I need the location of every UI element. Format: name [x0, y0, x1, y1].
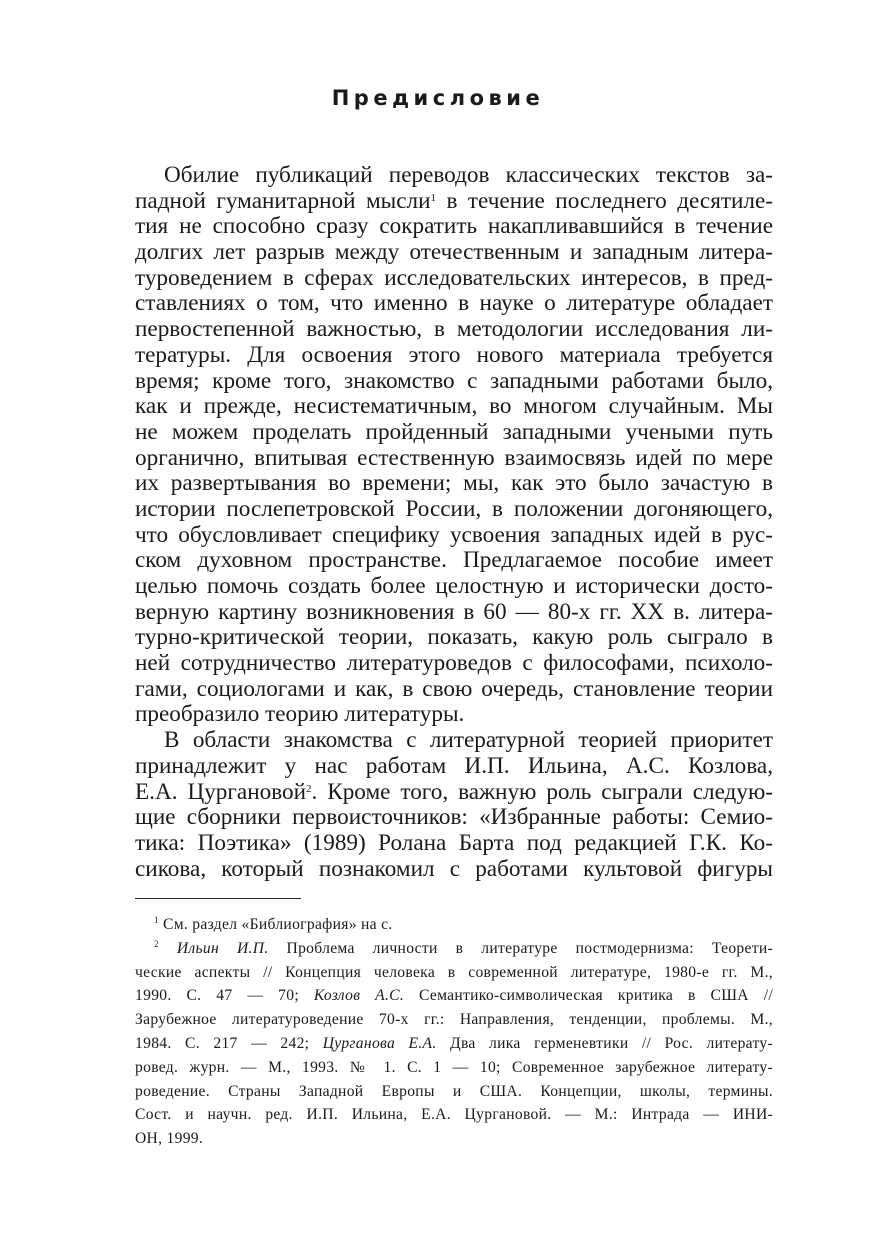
text-segment: долгих лет разрыв между отечественным и западным литера- — [135, 239, 773, 266]
text-segment: верную картину возникновения в 60 — 80-х гг. XX в. литера- — [135, 598, 773, 625]
text-segment: роведение. Страны Западной Европы и США. Концепции, школы, термины. — [135, 1082, 773, 1100]
text-segment: Семантико-символическая критика в США // — [404, 987, 773, 1005]
text-line — [135, 1080, 773, 1104]
text-line — [135, 1127, 773, 1151]
text-line — [135, 369, 773, 395]
text-line — [135, 831, 773, 857]
text-segment: Проблема личности в литературе постмодернизма: Теорети- — [268, 939, 773, 957]
text-segment: 1984. С. 217 — 242; — [135, 1034, 323, 1052]
author-name: Козлов А.С. — [313, 987, 405, 1005]
paragraph — [135, 163, 773, 728]
text-segment: ском духовном пространстве. Предлагаемое пособие имеет — [135, 547, 773, 574]
text-segment: Два лика герменевтики // Рос. литерату- — [436, 1034, 773, 1052]
text-line — [135, 523, 773, 549]
text-segment: тика: Поэтика» (1989) Ролана Барта под редакцией Г.К. Ко- — [135, 829, 773, 856]
text-line — [135, 702, 773, 728]
text-segment: ставлениях о том, что именно в науке о литературе обладает — [135, 290, 773, 317]
text-line — [135, 497, 773, 523]
text-segment: щие сборники первоисточников: «Избранные работы: Семио- — [135, 804, 773, 831]
text-segment: органично, впитывая естественную взаимосвязь идей по мере — [135, 444, 773, 471]
text-segment: истории послепетровской России, в положении догоняющего, — [135, 495, 773, 522]
text-line — [135, 1032, 773, 1056]
text-line — [135, 1103, 773, 1127]
text-line — [135, 961, 773, 985]
text-segment: что обусловливает специфику усвоения западных идей в рус- — [135, 521, 773, 548]
text-segment — [159, 940, 177, 957]
text-line — [135, 1008, 773, 1032]
text-segment: ческие аспекты // Концепция человека в современной литературе, 1980-е гг. М., — [135, 963, 773, 981]
text-segment: Сост. и научн. ред. И.П. Ильина, Е.А. Цургановой. — М.: Интрада — ИНИ- — [135, 1106, 773, 1124]
footnote-divider — [135, 898, 301, 899]
text-line — [135, 913, 773, 937]
text-line — [135, 189, 773, 215]
author-name: Цурганова Е.А. — [322, 1034, 437, 1052]
text-segment: их развертывания во времени; мы, как это было зачастую в — [135, 470, 773, 497]
text-segment: время; кроме того, знакомство с западными работами было, — [135, 367, 773, 394]
text-line — [135, 805, 773, 831]
footnote-marker[interactable]: 2 — [306, 782, 312, 795]
text-line — [135, 291, 773, 317]
text-line — [135, 214, 773, 240]
text-segment: сикова, который познакомил с работами культовой фигуры — [135, 855, 773, 882]
text-segment: турно-критической теории, показать, какую роль сыграло в — [135, 624, 773, 651]
text-segment: См. раздел «Библиография» на с. — [158, 916, 393, 933]
text-segment: как и прежде, несистематичным, во многом случайным. Мы — [135, 393, 773, 420]
text-line — [135, 471, 773, 497]
text-line — [135, 857, 773, 883]
text-line — [135, 420, 773, 446]
text-segment: тия не способно сразу сократить накапливавшийся в течение — [135, 213, 773, 240]
text-line — [135, 1056, 773, 1080]
text-line — [135, 446, 773, 472]
footnote — [135, 913, 773, 937]
text-segment: преобразило теорию литературы. — [135, 701, 465, 728]
text-line — [135, 937, 773, 961]
footnotes — [135, 913, 773, 1151]
text-segment: первостепенной важностью, в методологии исследования ли- — [135, 316, 773, 343]
text-segment: принадлежит у нас работам И.П. Ильина, А.С. Козлова, — [135, 752, 773, 779]
text-segment: в течение последнего десятиле- — [436, 187, 773, 214]
text-line — [135, 317, 773, 343]
text-segment: падной гуманитарной мысли — [135, 187, 431, 214]
footnote-marker[interactable]: 2 — [154, 938, 159, 949]
text-segment: тературы. Для освоения этого нового материала требуется — [135, 341, 773, 368]
footnote — [135, 937, 773, 1151]
text-segment: Е.А. Цургановой — [135, 778, 306, 805]
text-line — [135, 984, 773, 1008]
text-segment: Зарубежное литературоведение 70-х гг.: Направления, тенденции, проблемы. М., — [135, 1011, 773, 1029]
text-segment: ней сотрудничество литературоведов с философами, психоло- — [135, 650, 773, 677]
footnote-marker[interactable]: 1 — [430, 191, 437, 204]
text-segment: целью помочь создать более целостную и исторически досто- — [135, 573, 773, 599]
text-line — [135, 163, 773, 189]
main-text — [135, 163, 773, 882]
text-line — [135, 651, 773, 677]
text-segment: не можем проделать пройденный западными учеными путь — [135, 418, 773, 445]
text-line — [135, 343, 773, 369]
text-segment: В области знакомства с литературной теорией приоритет — [164, 727, 773, 754]
text-line — [135, 548, 773, 574]
footnote-marker[interactable]: 1 — [154, 915, 159, 925]
text-segment: ровед. журн. — М., 1993. № 1. С. 1 — 10; Современное зарубежное литерату- — [135, 1058, 773, 1076]
text-segment: 1990. С. 47 — 70; — [135, 987, 314, 1005]
text-line — [135, 394, 773, 420]
text-line — [135, 780, 773, 806]
page-title: Предисловие — [331, 86, 545, 110]
text-line — [135, 754, 773, 780]
text-segment: туроведением в сферах исследовательских интересов, в пред- — [135, 264, 773, 291]
text-line — [135, 625, 773, 651]
text-segment: ОН, 1999. — [135, 1130, 204, 1148]
paragraph — [135, 728, 773, 882]
text-line — [135, 266, 773, 292]
text-line — [135, 574, 773, 600]
text-segment: . Кроме того, важную роль сыграли следую- — [311, 778, 773, 805]
text-line — [135, 677, 773, 703]
author-name: Ильин И.П. — [176, 939, 269, 957]
text-line — [135, 240, 773, 266]
text-line — [135, 600, 773, 626]
text-segment: Обилие публикаций переводов классических текстов за- — [164, 162, 773, 188]
text-line — [135, 728, 773, 754]
text-segment: гами, социологами и как, в свою очередь, становление теории — [135, 675, 773, 702]
